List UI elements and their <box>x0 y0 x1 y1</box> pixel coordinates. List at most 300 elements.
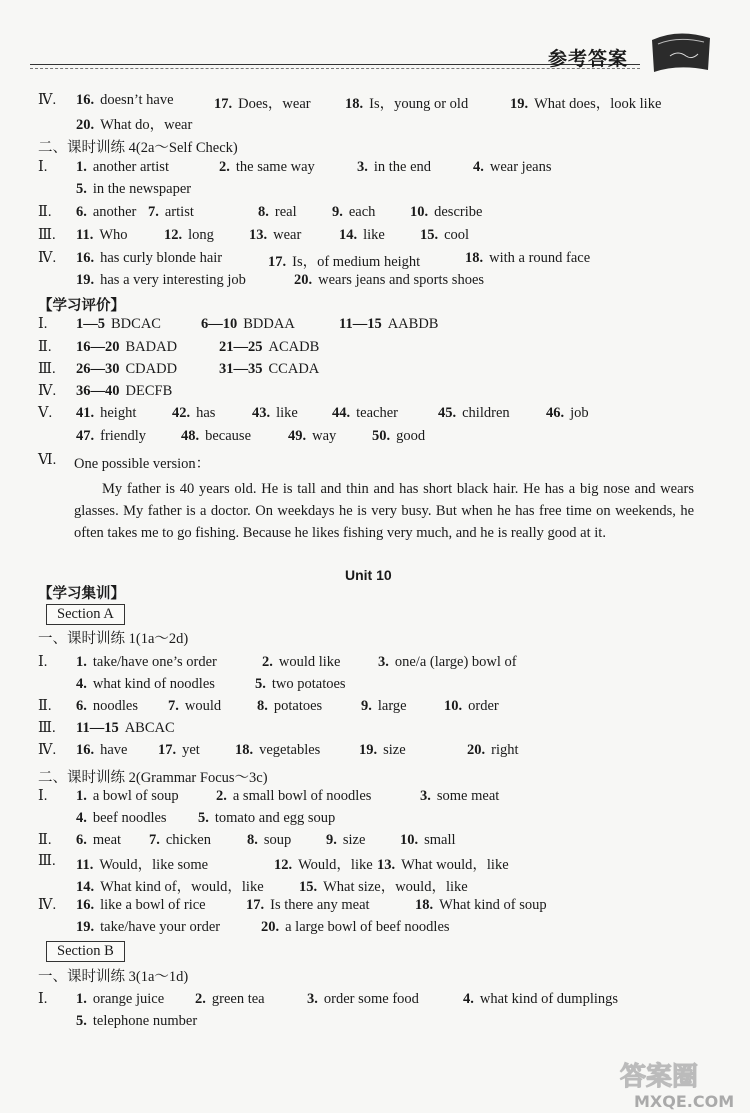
answer-number: 19. <box>359 742 378 758</box>
answer-number: 1—5 <box>76 316 105 332</box>
answer-item <box>76 204 136 221</box>
answer-text: BDCAC <box>111 316 161 332</box>
answer-number: 48. <box>181 428 200 444</box>
answer-item <box>247 832 291 849</box>
answer-text: one/a (large) bowl of <box>394 654 517 670</box>
answer-row <box>0 766 750 786</box>
answer-number: 9. <box>326 832 337 848</box>
answer-row <box>0 965 750 985</box>
answer-text: Is，of medium height <box>292 254 421 270</box>
answer-item <box>246 897 370 914</box>
answer-item <box>465 250 590 267</box>
answer-text: another <box>92 204 137 220</box>
answer-text: describe <box>434 204 483 220</box>
roman-numeral: Ⅱ. <box>38 339 52 355</box>
answer-text: has <box>196 405 216 421</box>
unit-title: Unit 10 <box>345 567 392 583</box>
watermark-url: MXQE.COM <box>634 1092 735 1111</box>
answer-row <box>0 227 750 247</box>
answer-text: each <box>348 204 376 220</box>
answer-item <box>235 742 320 759</box>
answer-number: 2. <box>219 159 230 175</box>
answer-text: beef noodles <box>92 810 167 826</box>
heading-text: 【学习评价】 <box>38 298 125 314</box>
answer-item <box>257 698 322 715</box>
answer-number: 46. <box>546 405 565 421</box>
essay-paragraph: My father is 40 years old. He is tall and thin and has short black hair. He has a big nose and wears glasses. My father is a doctor. On weekdays he is very busy. But when he has free time on weekends, he often takes me to go fishing. Because he likes fishing very much, and he is really good at it. <box>74 481 694 541</box>
answer-number: 5. <box>76 1013 87 1029</box>
answer-text: telephone number <box>92 1013 198 1029</box>
answer-row <box>0 428 750 448</box>
answer-item <box>214 92 311 113</box>
answer-text: wears jeans and sports shoes <box>318 272 485 288</box>
answer-item <box>294 272 484 289</box>
answer-text: yet <box>182 742 200 758</box>
roman-numeral: Ⅰ. <box>38 654 48 670</box>
answer-number: 36—40 <box>76 383 120 399</box>
answer-text: meat <box>92 832 122 848</box>
answer-item <box>219 159 315 176</box>
answer-item <box>361 698 407 715</box>
answer-item <box>258 204 297 221</box>
answer-number: 3. <box>420 788 431 804</box>
answer-text: doesn’t have <box>100 92 174 108</box>
answer-item <box>332 204 375 221</box>
answer-number: 47. <box>76 428 95 444</box>
answer-text: Is there any meat <box>270 897 370 913</box>
answer-row <box>0 159 750 179</box>
answer-text: what kind of dumplings <box>479 991 619 1007</box>
answer-number: 50. <box>372 428 391 444</box>
heading-text: One possible version： <box>74 456 211 472</box>
section-label: Section A <box>46 604 125 625</box>
answer-text: What does，look like <box>534 96 662 112</box>
answer-item <box>510 92 661 113</box>
answer-text: children <box>462 405 510 421</box>
answer-row <box>0 113 750 133</box>
answer-number: 26—30 <box>76 361 120 377</box>
answer-number: 6. <box>76 832 87 848</box>
answer-text: What kind of，would，like <box>100 879 264 895</box>
answer-item <box>410 204 482 221</box>
answer-text: long <box>188 227 214 243</box>
answer-number: 2. <box>262 654 273 670</box>
answer-number: 8. <box>258 204 269 220</box>
answer-item <box>149 832 211 849</box>
answer-row <box>0 897 750 917</box>
answer-number: 7. <box>149 832 160 848</box>
answer-number: 11—15 <box>339 316 382 332</box>
answer-row <box>0 92 750 112</box>
answer-item <box>76 250 222 267</box>
answer-item <box>415 897 547 914</box>
answer-number: 1. <box>76 991 87 1007</box>
roman-numeral: Ⅰ. <box>38 788 48 804</box>
answer-text: a large bowl of beef noodles <box>285 919 450 935</box>
answer-row <box>0 676 750 696</box>
roman-numeral: Ⅳ. <box>38 742 57 758</box>
section-label: Section B <box>46 941 125 962</box>
answer-row <box>0 452 750 472</box>
answer-number: 16. <box>76 250 95 266</box>
answer-number: 49. <box>288 428 307 444</box>
answer-text: would <box>184 698 222 714</box>
answer-item <box>463 991 618 1008</box>
answer-item <box>76 810 167 827</box>
answer-item <box>76 181 191 198</box>
answer-row <box>0 250 750 270</box>
answer-text: orange juice <box>92 991 165 1007</box>
answer-text: order some food <box>323 991 419 1007</box>
answer-text: has a very interesting job <box>100 272 246 288</box>
roman-numeral: Ⅵ. <box>38 452 57 468</box>
answer-item <box>76 113 192 134</box>
answer-number: 5. <box>76 181 87 197</box>
answer-item <box>339 316 438 333</box>
answer-item <box>198 810 335 827</box>
essay-block <box>74 478 694 544</box>
answer-number: 18. <box>465 250 484 266</box>
answer-number: 20. <box>467 742 486 758</box>
answer-text: vegetables <box>259 742 321 758</box>
answer-text: good <box>396 428 426 444</box>
answer-row <box>0 1013 750 1033</box>
answer-number: 5. <box>198 810 209 826</box>
roman-numeral: Ⅳ. <box>38 250 57 266</box>
answer-item <box>268 250 420 271</box>
answer-number: 20. <box>294 272 313 288</box>
answer-item <box>76 698 138 715</box>
roman-numeral: Ⅱ. <box>38 698 52 714</box>
answer-row <box>0 991 750 1011</box>
answer-number: 21—25 <box>219 339 263 355</box>
answer-text: with a round face <box>489 250 591 266</box>
answer-item <box>76 92 174 109</box>
answer-text: soup <box>263 832 292 848</box>
answer-text: tomato and egg soup <box>214 810 336 826</box>
answer-number: 17. <box>246 897 265 913</box>
answer-item <box>76 316 161 333</box>
answer-item <box>444 698 499 715</box>
answer-text: What size，would，like <box>323 879 468 895</box>
answer-number: 6—10 <box>201 316 238 332</box>
answer-text: Would，like <box>298 857 373 873</box>
answer-text: wear <box>273 227 302 243</box>
answer-text: two potatoes <box>271 676 346 692</box>
answer-text: Is，young or old <box>369 96 469 112</box>
roman-numeral: Ⅰ. <box>38 159 48 175</box>
answer-row <box>0 582 750 602</box>
roman-numeral: Ⅱ. <box>38 204 52 220</box>
answer-text: height <box>100 405 137 421</box>
answer-text: some meat <box>436 788 500 804</box>
answer-item <box>76 832 121 849</box>
answer-item <box>158 742 200 759</box>
answer-number: 44. <box>332 405 351 421</box>
answer-item <box>76 428 146 445</box>
answer-item <box>76 853 208 874</box>
answer-text: like <box>363 227 385 243</box>
answer-item <box>262 654 341 671</box>
answer-text: teacher <box>356 405 398 421</box>
answer-number: 8. <box>247 832 258 848</box>
answer-text: ABCAC <box>124 720 175 736</box>
answer-row <box>0 339 750 359</box>
answer-row <box>0 654 750 674</box>
answer-number: 16—20 <box>76 339 120 355</box>
answer-number: 10. <box>444 698 463 714</box>
answer-number: 6. <box>76 698 87 714</box>
answer-number: 12. <box>274 857 293 873</box>
answer-text: job <box>570 405 589 421</box>
answer-text: the same way <box>235 159 315 175</box>
answer-text: like a bowl of rice <box>100 897 206 913</box>
answer-item <box>288 428 336 445</box>
answer-number: 1. <box>76 788 87 804</box>
answer-text: CCADA <box>268 361 320 377</box>
answer-item <box>438 405 510 422</box>
roman-numeral: Ⅰ. <box>38 991 48 1007</box>
answer-item <box>274 853 373 874</box>
answer-row <box>0 181 750 201</box>
answer-text: have <box>100 742 128 758</box>
answer-item <box>76 405 136 422</box>
answer-number: 18. <box>345 96 364 112</box>
answer-item <box>168 698 221 715</box>
answer-row <box>0 810 750 830</box>
answer-number: 6. <box>76 204 87 220</box>
answer-item <box>76 897 206 914</box>
answer-number: 14. <box>76 879 95 895</box>
heading-text: 一、课时训练 1(1a～2d) <box>38 631 189 647</box>
answer-item <box>76 339 177 356</box>
answer-number: 17. <box>268 254 287 270</box>
answer-row <box>0 627 750 647</box>
answer-text: BADAD <box>125 339 178 355</box>
answer-text: small <box>424 832 456 848</box>
answer-item <box>326 832 365 849</box>
answer-text: in the end <box>373 159 432 175</box>
answer-item <box>378 654 517 671</box>
answer-number: 3. <box>378 654 389 670</box>
answer-item <box>76 272 246 289</box>
answer-number: 43. <box>252 405 271 421</box>
answer-item <box>76 875 264 896</box>
answer-number: 4. <box>76 676 87 692</box>
heading-text: 二、课时训练 2(Grammar Focus～3c) <box>38 770 268 786</box>
answer-text: what kind of noodles <box>92 676 215 692</box>
answer-row <box>0 941 750 961</box>
answer-number: 18. <box>235 742 254 758</box>
answer-number: 13. <box>377 857 396 873</box>
roman-numeral: Ⅳ. <box>38 383 57 399</box>
heading-text: 二、课时训练 4(2a～Self Check) <box>38 140 238 156</box>
answer-number: 10. <box>410 204 429 220</box>
answer-item <box>76 788 179 805</box>
answer-text: DECFB <box>125 383 173 399</box>
answer-row <box>0 698 750 718</box>
answer-item <box>546 405 589 422</box>
answer-number: 18. <box>415 897 434 913</box>
watermark-logo-text: 答案圈 <box>620 1062 699 1092</box>
roman-numeral: Ⅳ. <box>38 897 57 913</box>
answer-item <box>76 227 128 244</box>
answer-number: 3. <box>307 991 318 1007</box>
answer-row <box>0 875 750 895</box>
roman-numeral: Ⅰ. <box>38 316 48 332</box>
answer-row <box>0 604 750 624</box>
answer-row <box>0 361 750 381</box>
answer-item <box>76 654 217 671</box>
answer-item <box>299 875 468 896</box>
answer-item <box>216 788 371 805</box>
answer-text: ACADB <box>268 339 320 355</box>
answer-item <box>181 428 251 445</box>
book-emblem-icon <box>648 30 714 76</box>
answer-item <box>400 832 456 849</box>
answer-number: 13. <box>249 227 268 243</box>
answer-row <box>0 405 750 425</box>
answer-item <box>255 676 346 693</box>
answer-text: another artist <box>92 159 169 175</box>
answer-number: 11—15 <box>76 720 119 736</box>
answer-item <box>201 316 295 333</box>
answer-text: large <box>377 698 407 714</box>
answer-item <box>345 92 468 113</box>
answer-number: 17. <box>158 742 177 758</box>
roman-numeral: Ⅲ. <box>38 361 56 377</box>
answer-item <box>76 1013 197 1030</box>
answer-row <box>0 204 750 224</box>
answer-row <box>0 853 750 873</box>
answer-text: way <box>312 428 337 444</box>
answer-item <box>195 991 265 1008</box>
answer-row <box>0 316 750 336</box>
answer-text: Would，like some <box>99 857 209 873</box>
answer-row <box>0 919 750 939</box>
answer-number: 4. <box>473 159 484 175</box>
answer-text: like <box>276 405 298 421</box>
answer-number: 16. <box>76 897 95 913</box>
answer-text: chicken <box>165 832 211 848</box>
answer-number: 11. <box>76 857 94 873</box>
answer-item <box>76 383 172 400</box>
answer-text: take/have one’s order <box>92 654 217 670</box>
answer-row <box>0 136 750 156</box>
answer-item <box>76 159 169 176</box>
answer-text: because <box>205 428 252 444</box>
answer-item <box>172 405 215 422</box>
answer-number: 7. <box>168 698 179 714</box>
answer-row <box>0 383 750 403</box>
answer-text: What would，like <box>401 857 509 873</box>
answer-row <box>0 294 750 314</box>
answer-item <box>76 676 215 693</box>
answer-text: real <box>274 204 297 220</box>
answer-number: 2. <box>216 788 227 804</box>
answer-text: in the newspaper <box>92 181 192 197</box>
answer-text: CDADD <box>125 361 178 377</box>
answer-text: size <box>342 832 366 848</box>
answer-number: 19. <box>76 919 95 935</box>
answer-text: Does，wear <box>238 96 311 112</box>
header-title: 参考答案 <box>548 48 629 70</box>
answer-item <box>420 227 469 244</box>
answer-item <box>76 742 128 759</box>
roman-numeral: Ⅲ. <box>38 853 56 869</box>
answer-item <box>357 159 431 176</box>
answer-number: 8. <box>257 698 268 714</box>
answer-item <box>76 720 175 737</box>
answer-text: wear jeans <box>489 159 552 175</box>
answer-number: 10. <box>400 832 419 848</box>
answer-item <box>307 991 419 1008</box>
roman-numeral: Ⅲ. <box>38 720 56 736</box>
answer-item <box>148 204 194 221</box>
answer-row <box>0 272 750 292</box>
answer-text: Who <box>99 227 128 243</box>
answer-number: 3. <box>357 159 368 175</box>
answer-item <box>261 919 450 936</box>
answer-item <box>219 339 319 356</box>
answer-number: 14. <box>339 227 358 243</box>
answer-number: 17. <box>214 96 233 112</box>
answer-row <box>0 788 750 808</box>
answer-number: 15. <box>420 227 439 243</box>
answer-text: noodles <box>92 698 138 714</box>
answer-number: 9. <box>361 698 372 714</box>
answer-number: 16. <box>76 742 95 758</box>
answer-text: has curly blonde hair <box>100 250 223 266</box>
answer-text: AABDB <box>387 316 439 332</box>
answer-number: 4. <box>463 991 474 1007</box>
answer-item <box>249 227 301 244</box>
watermark-logo <box>612 1055 750 1113</box>
roman-numeral: Ⅳ. <box>38 92 57 108</box>
answer-text: would like <box>278 654 341 670</box>
answer-text: artist <box>164 204 194 220</box>
answer-number: 12. <box>164 227 183 243</box>
answer-item <box>76 361 177 378</box>
answer-number: 16. <box>76 92 95 108</box>
answer-item <box>332 405 398 422</box>
answer-text: What kind of soup <box>439 897 547 913</box>
answer-item <box>339 227 385 244</box>
answer-number: 5. <box>255 676 266 692</box>
answer-number: 19. <box>76 272 95 288</box>
answer-item <box>372 428 425 445</box>
page-header <box>0 0 750 92</box>
roman-numeral: Ⅲ. <box>38 227 56 243</box>
heading-text: 一、课时训练 3(1a～1d) <box>38 969 189 985</box>
answer-item <box>76 919 220 936</box>
answer-row <box>0 720 750 740</box>
answer-number: 45. <box>438 405 457 421</box>
answer-text: BDDAA <box>243 316 295 332</box>
answer-number: 9. <box>332 204 343 220</box>
roman-numeral: Ⅱ. <box>38 832 52 848</box>
answer-item <box>467 742 519 759</box>
answer-text: a bowl of soup <box>92 788 179 804</box>
answer-item <box>473 159 551 176</box>
answer-item <box>359 742 406 759</box>
answer-number: 31—35 <box>219 361 263 377</box>
answer-text: green tea <box>211 991 265 1007</box>
answer-text: cool <box>444 227 470 243</box>
answer-item <box>219 361 319 378</box>
answer-number: 7. <box>148 204 159 220</box>
answer-text: a small bowl of noodles <box>232 788 372 804</box>
